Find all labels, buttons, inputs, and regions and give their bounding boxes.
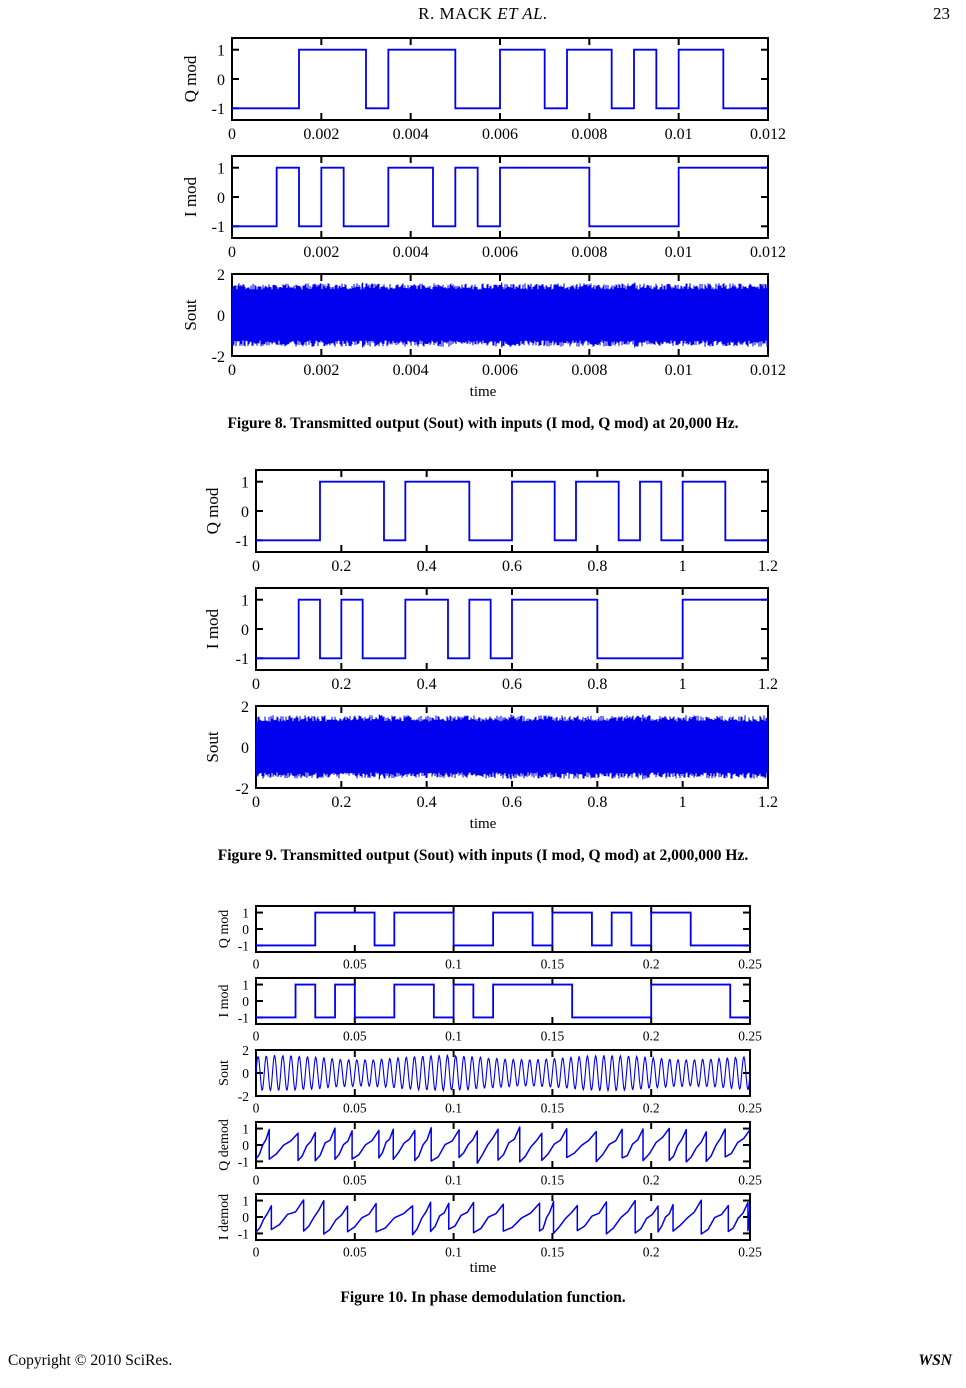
waveform-trace: [256, 1055, 750, 1090]
y-tick-label: 1: [242, 977, 249, 993]
x-tick-label: 0.6: [502, 794, 522, 811]
page-footer: [0, 1352, 966, 1374]
page-number: 23: [933, 4, 950, 23]
x-tick-label: 0.006: [482, 362, 518, 379]
y-tick-label: 0: [217, 189, 225, 207]
x-tick-label: 1.2: [758, 676, 778, 693]
x-tick-label: 0.25: [738, 1244, 762, 1260]
x-tick-label: 0.05: [342, 1244, 367, 1260]
x-tick-label: 0.2: [642, 1100, 660, 1116]
y-tick-label: -1: [237, 1226, 249, 1242]
x-tick-label: 0.6: [502, 676, 522, 693]
x-tick-label: 0.2: [642, 956, 660, 972]
x-tick-label: 0.05: [342, 1172, 367, 1188]
y-axis-label: I mod: [217, 984, 232, 1018]
x-tick-label: 1: [678, 676, 687, 693]
x-tick-label: 0.15: [540, 1172, 565, 1188]
x-tick-label: 1: [678, 794, 687, 811]
x-tick-label: 0.6: [502, 558, 522, 575]
y-tick-label: 0: [217, 307, 225, 325]
x-tick-label: 0: [252, 676, 260, 693]
subplot-sout: [0, 698, 966, 816]
x-tick-label: 0: [252, 1172, 260, 1188]
waveform-trace: [256, 985, 750, 1018]
y-axis-label: Q mod: [217, 909, 232, 949]
figure-9-xlabel: time: [469, 816, 497, 832]
x-tick-label: 0.1: [445, 1244, 463, 1260]
x-tick-label: 0.008: [571, 126, 608, 143]
x-tick-label: 0.2: [331, 794, 352, 811]
y-tick-label: 0: [241, 503, 249, 521]
y-tick-label: -1: [237, 1010, 249, 1026]
y-tick-label: 0: [242, 1065, 249, 1081]
x-tick-label: 0.004: [392, 362, 429, 379]
x-tick-label: 0.4: [416, 794, 437, 811]
x-tick-label: 0.8: [587, 676, 608, 693]
running-title-italic: ET AL.: [497, 4, 548, 23]
y-tick-label: -2: [237, 1088, 249, 1104]
y-tick-label: 0: [242, 921, 249, 937]
y-tick-label: 1: [241, 474, 249, 492]
figure-8-caption: Figure 8. Transmitted output (Sout) with inputs (I mod, Q mod) at 20,000 Hz.: [227, 415, 739, 432]
x-tick-label: 0.004: [392, 244, 429, 261]
y-tick-label: 0: [241, 739, 249, 757]
y-axis-label: Q demod: [217, 1119, 232, 1171]
y-tick-label: -2: [235, 780, 249, 798]
x-tick-label: 1: [678, 558, 687, 575]
x-tick-label: 0.002: [303, 244, 340, 261]
x-tick-label: 0.008: [571, 362, 608, 379]
figure-8-xlabel: time: [469, 384, 497, 400]
x-tick-label: 0.1: [445, 956, 463, 972]
copyright-text: Copyright © 2010 SciRes.: [8, 1352, 173, 1369]
x-tick-label: 0.4: [416, 676, 437, 693]
y-axis-label: Sout: [203, 731, 222, 763]
waveform-trace: [256, 1200, 750, 1235]
x-tick-label: 0: [252, 1028, 260, 1044]
x-tick-label: 0.25: [738, 1172, 762, 1188]
running-title: [0, 4, 966, 24]
subplot-i-mod: [0, 580, 966, 698]
y-tick-label: 1: [217, 42, 225, 60]
subplot-sout: [0, 1044, 966, 1116]
subplot-sout: [0, 266, 966, 384]
y-tick-label: -1: [237, 1154, 249, 1170]
x-tick-label: 0.01: [664, 244, 693, 261]
x-tick-label: 0: [252, 1100, 260, 1116]
x-tick-label: 0: [252, 794, 260, 811]
x-tick-label: 0.05: [342, 1028, 367, 1044]
x-tick-label: 0.25: [738, 1028, 762, 1044]
x-tick-label: 0.002: [303, 362, 340, 379]
x-tick-label: 0.15: [540, 1028, 565, 1044]
x-tick-label: 0.012: [750, 126, 786, 143]
y-tick-label: -1: [235, 651, 249, 669]
waveform-trace: [256, 913, 750, 946]
figure-10-block: [0, 900, 966, 1307]
x-tick-label: 0.8: [587, 794, 608, 811]
x-tick-label: 0.012: [750, 362, 786, 379]
waveform-trace: [232, 168, 768, 227]
x-tick-label: 0.1: [445, 1028, 463, 1044]
subplot-q-demod: [0, 1116, 966, 1188]
figure-10-caption: Figure 10. In phase demodulation function.: [340, 1289, 626, 1306]
x-tick-label: 0.8: [587, 558, 608, 575]
figure-9-caption: Figure 9. Transmitted output (Sout) with inputs (I mod, Q mod) at 2,000,000 Hz.: [217, 847, 749, 864]
y-tick-label: 1: [242, 1121, 249, 1137]
x-tick-label: 0.01: [664, 126, 693, 143]
x-tick-label: 0.2: [331, 558, 352, 575]
x-tick-label: 0.05: [342, 1100, 367, 1116]
y-tick-label: 0: [242, 1137, 249, 1153]
waveform-trace: [256, 1127, 750, 1163]
y-tick-label: 1: [242, 905, 249, 921]
y-tick-label: 1: [242, 1193, 249, 1209]
y-tick-label: 0: [242, 1209, 249, 1225]
running-head: [0, 4, 966, 30]
x-tick-label: 0: [228, 244, 236, 261]
figure-9-plots: [0, 462, 966, 816]
x-tick-label: 0.006: [482, 126, 518, 143]
y-tick-label: 1: [217, 160, 225, 178]
subplot-q-mod: [0, 900, 966, 972]
subplot-i-mod: [0, 972, 966, 1044]
x-tick-label: 0.2: [642, 1172, 660, 1188]
y-axis-label: Sout: [217, 1060, 232, 1086]
x-tick-label: 0: [252, 956, 260, 972]
subplot-i-mod: [0, 148, 966, 266]
waveform-trace: [232, 50, 768, 109]
y-axis-label: I demod: [217, 1193, 232, 1241]
x-tick-label: 0.25: [738, 1100, 762, 1116]
subplot-i-demod: [0, 1188, 966, 1260]
x-tick-label: 0.2: [642, 1028, 660, 1044]
y-axis-label: I mod: [203, 608, 222, 650]
figure-10-xlabel: time: [469, 1260, 497, 1276]
y-axis-label: Q mod: [181, 55, 200, 103]
y-tick-label: 2: [217, 266, 225, 284]
y-tick-label: -1: [235, 533, 249, 551]
x-tick-label: 0.004: [392, 126, 429, 143]
x-tick-label: 0.05: [342, 956, 367, 972]
waveform-trace: [256, 600, 768, 659]
x-tick-label: 0.25: [738, 956, 762, 972]
journal-abbrev: WSN: [918, 1352, 952, 1369]
y-tick-label: -1: [211, 219, 225, 237]
subplot-q-mod: [0, 462, 966, 580]
waveform-trace: [256, 715, 768, 780]
x-tick-label: 0: [228, 362, 236, 379]
y-axis-label: I mod: [181, 176, 200, 218]
y-tick-label: 2: [241, 698, 249, 716]
figure-8-block: [0, 30, 966, 433]
x-tick-label: 1.2: [758, 794, 778, 811]
y-axis-label: Q mod: [203, 487, 222, 535]
y-tick-label: 0: [242, 993, 249, 1009]
y-tick-label: -2: [211, 348, 225, 366]
figure-8-plots: [0, 30, 966, 384]
y-tick-label: 0: [241, 621, 249, 639]
y-tick-label: -1: [211, 101, 225, 119]
x-tick-label: 0: [252, 558, 260, 575]
x-tick-label: 0.1: [445, 1172, 463, 1188]
x-tick-label: 0.4: [416, 558, 437, 575]
x-tick-label: 0.006: [482, 244, 518, 261]
x-tick-label: 0: [228, 126, 236, 143]
y-tick-label: 1: [241, 592, 249, 610]
figure-9-block: [0, 462, 966, 865]
x-tick-label: 1.2: [758, 558, 778, 575]
figure-10-plots: [0, 900, 966, 1260]
x-tick-label: 0.2: [642, 1244, 660, 1260]
subplot-q-mod: [0, 30, 966, 148]
running-title-plain: R. MACK: [418, 4, 493, 23]
y-tick-label: 0: [217, 71, 225, 89]
x-tick-label: 0.2: [331, 676, 352, 693]
x-tick-label: 0.008: [571, 244, 608, 261]
x-tick-label: 0.012: [750, 244, 786, 261]
x-tick-label: 0.01: [664, 362, 693, 379]
y-axis-label: Sout: [181, 299, 200, 331]
x-tick-label: 0.1: [445, 1100, 463, 1116]
x-tick-label: 0.15: [540, 1244, 565, 1260]
x-tick-label: 0.15: [540, 956, 565, 972]
x-tick-label: 0.002: [303, 126, 340, 143]
waveform-trace: [256, 482, 768, 541]
x-tick-label: 0.15: [540, 1100, 565, 1116]
y-tick-label: -1: [237, 938, 249, 954]
y-tick-label: 2: [242, 1044, 249, 1058]
x-tick-label: 0: [252, 1244, 260, 1260]
waveform-trace: [232, 283, 768, 348]
